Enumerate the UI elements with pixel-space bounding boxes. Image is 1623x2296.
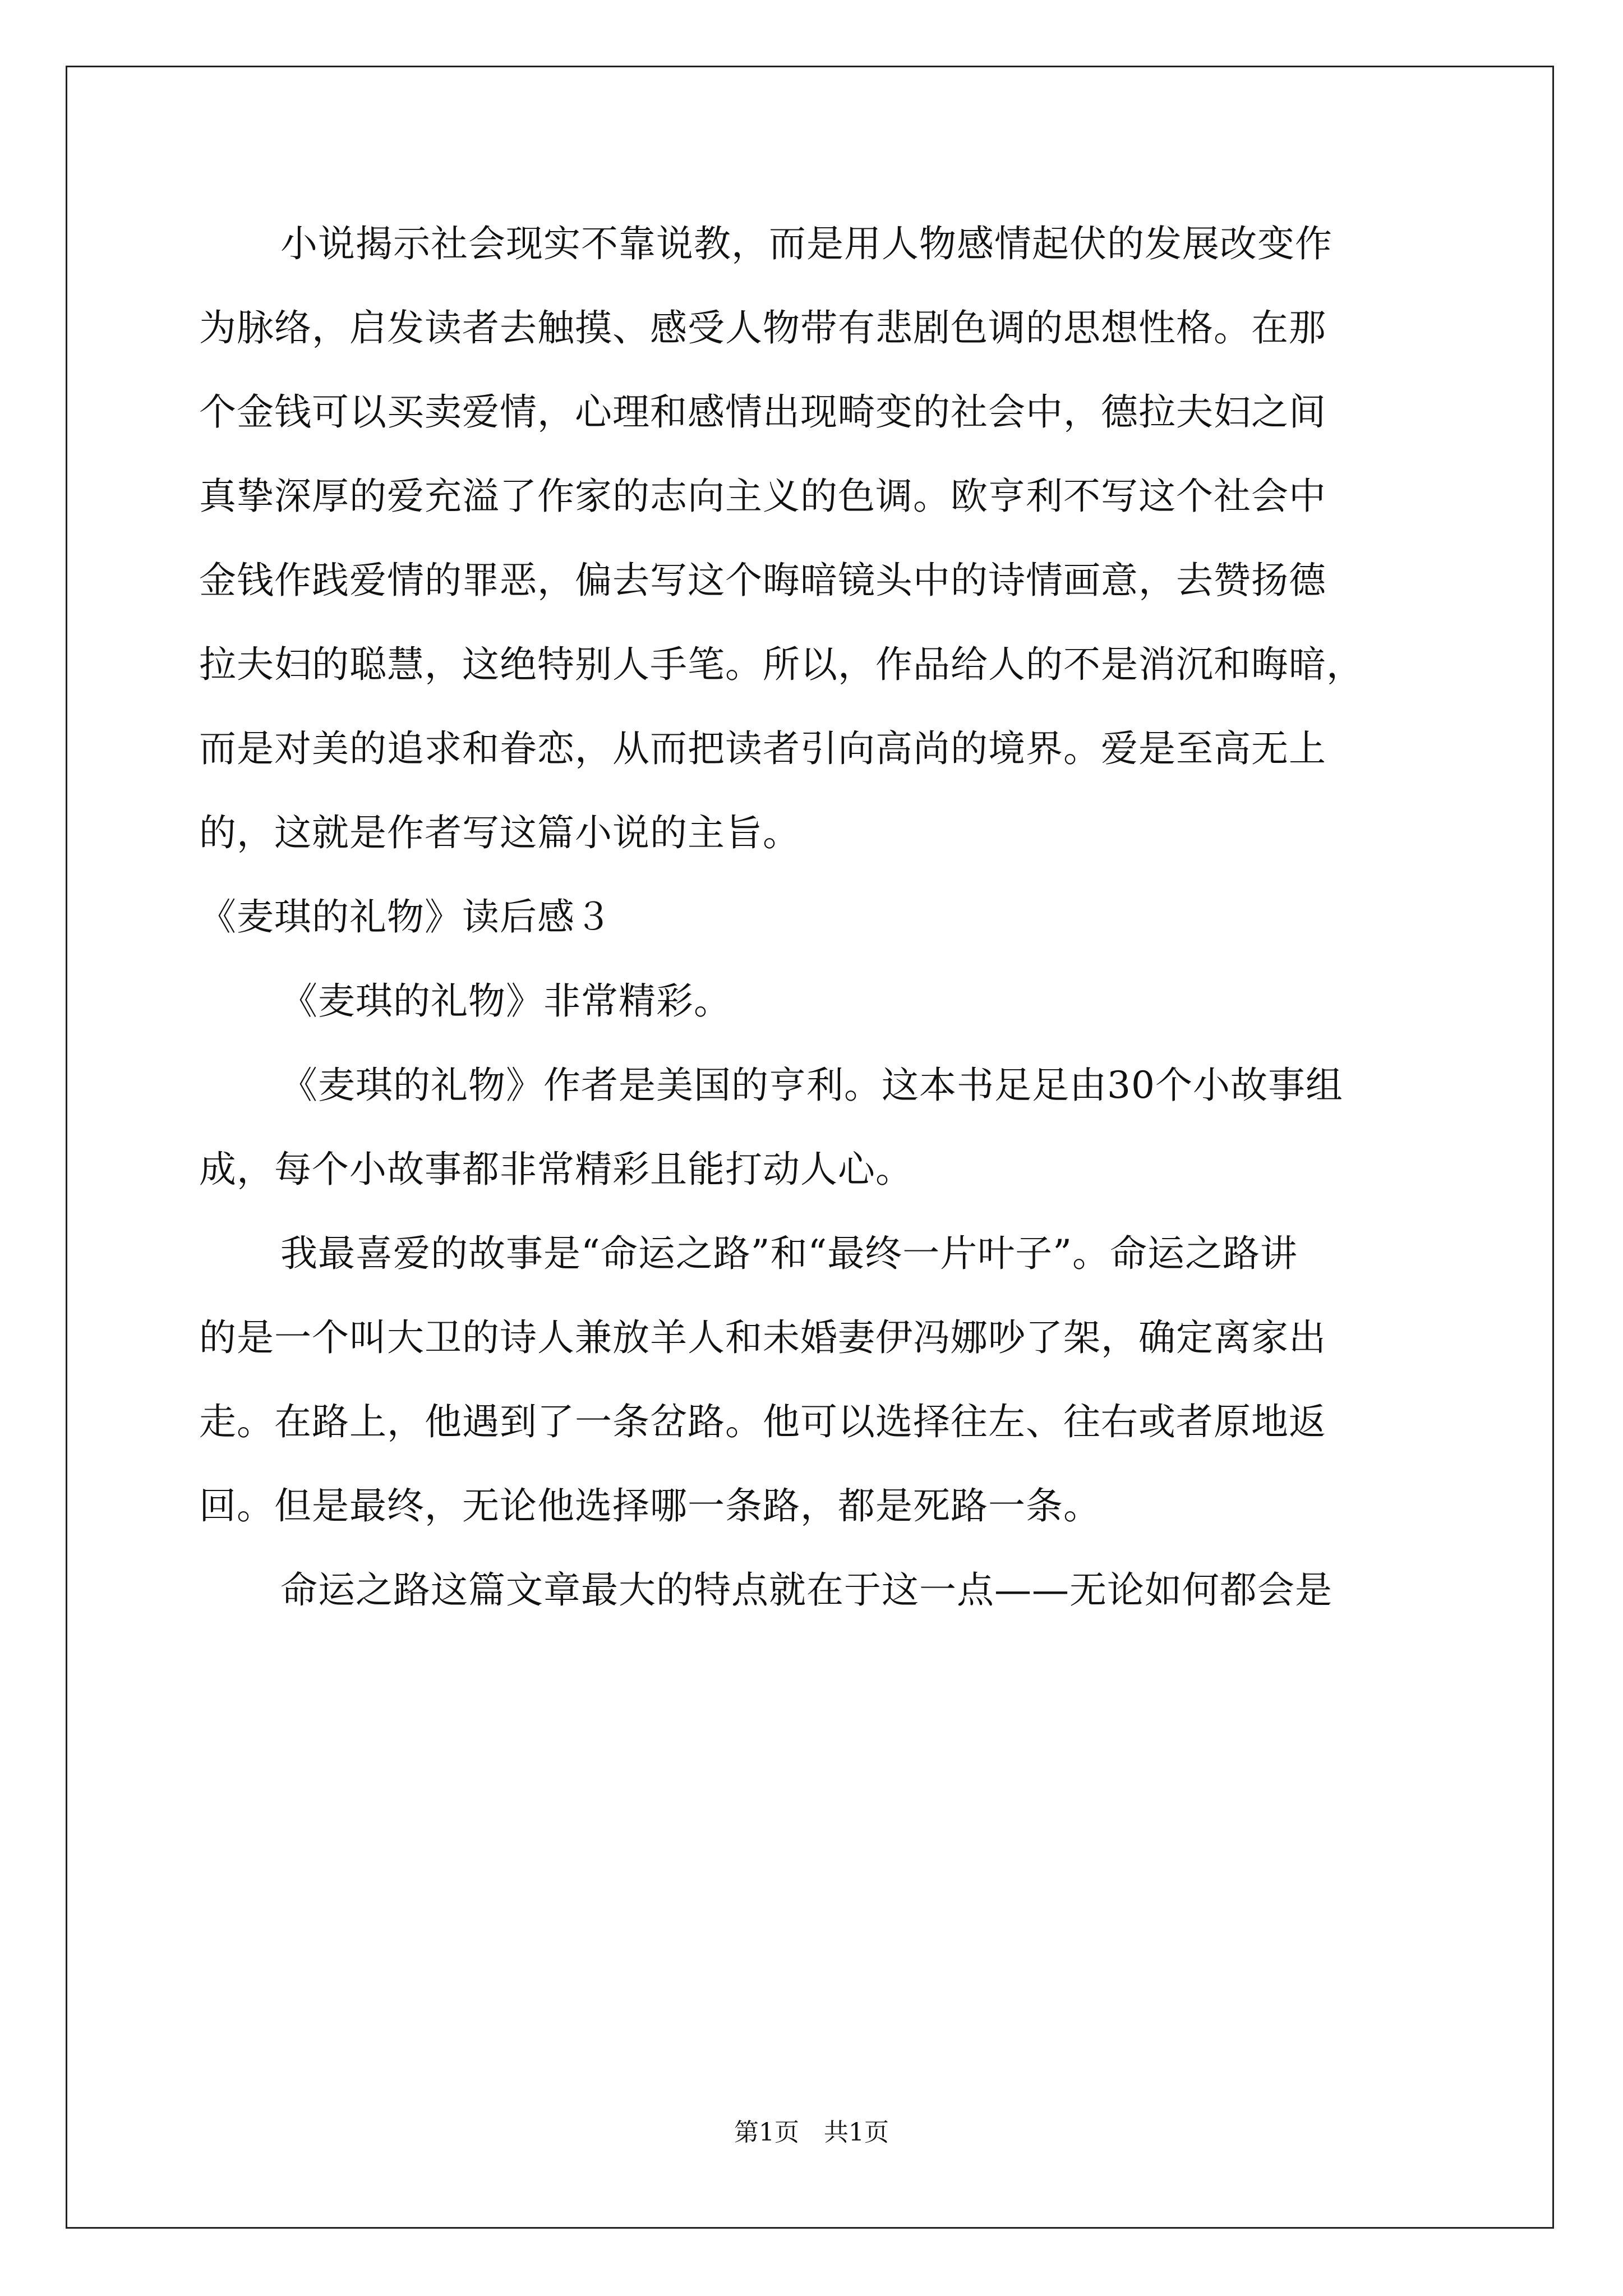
page-number-footer: 第1页 共1页 xyxy=(734,2118,889,2147)
paragraph-line: 拉夫妇的聪慧，这绝特别人手笔。所以，作品给人的不是消沉和晦暗， xyxy=(199,643,1364,686)
paragraph-line: 真挚深厚的爱充溢了作家的志向主义的色调。欧亨利不写这个社会中 xyxy=(199,475,1326,518)
paragraph-line: 《麦琪的礼物》作者是美国的亨利。这本书足足由30个小故事组 xyxy=(280,1064,1343,1107)
paragraph-line: 金钱作践爱情的罪恶，偏去写这个晦暗镜头中的诗情画意，去赞扬德 xyxy=(199,559,1326,602)
paragraph-line: 我最喜爱的故事是“命运之路”和“最终一片叶子”。命运之路讲 xyxy=(280,1232,1298,1275)
paragraph-line: 走。在路上，他遇到了一条岔路。他可以选择往左、往右或者原地返 xyxy=(199,1400,1326,1443)
paragraph-line: 命运之路这篇文章最大的特点就在于这一点——无论如何都会是 xyxy=(280,1568,1332,1612)
paragraph-line: 个金钱可以买卖爱情，心理和感情出现畸变的社会中，德拉夫妇之间 xyxy=(199,390,1326,434)
paragraph-line: 小说揭示社会现实不靠说教，而是用人物感情起伏的发展改变作 xyxy=(280,222,1332,265)
paragraph-line: 的是一个叫大卫的诗人兼放羊人和未婚妻伊冯娜吵了架，确定离家出 xyxy=(199,1316,1326,1359)
paragraph-line: 成，每个小故事都非常精彩且能打动人心。 xyxy=(199,1148,913,1191)
paragraph-line: 回。但是最终，无论他选择哪一条路，都是死路一条。 xyxy=(199,1484,1101,1527)
section-heading: 《麦琪的礼物》读后感３ xyxy=(199,895,612,938)
paragraph-line: 为脉络，启发读者去触摸、感受人物带有悲剧色调的思想性格。在那 xyxy=(199,306,1326,349)
document-body xyxy=(199,202,1461,1632)
paragraph-line: 《麦琪的礼物》非常精彩。 xyxy=(280,979,731,1023)
paragraph-line: 而是对美的追求和眷恋，从而把读者引向高尚的境界。爱是至高无上 xyxy=(199,727,1326,770)
paragraph-line: 的，这就是作者写这篇小说的主旨。 xyxy=(199,811,800,854)
